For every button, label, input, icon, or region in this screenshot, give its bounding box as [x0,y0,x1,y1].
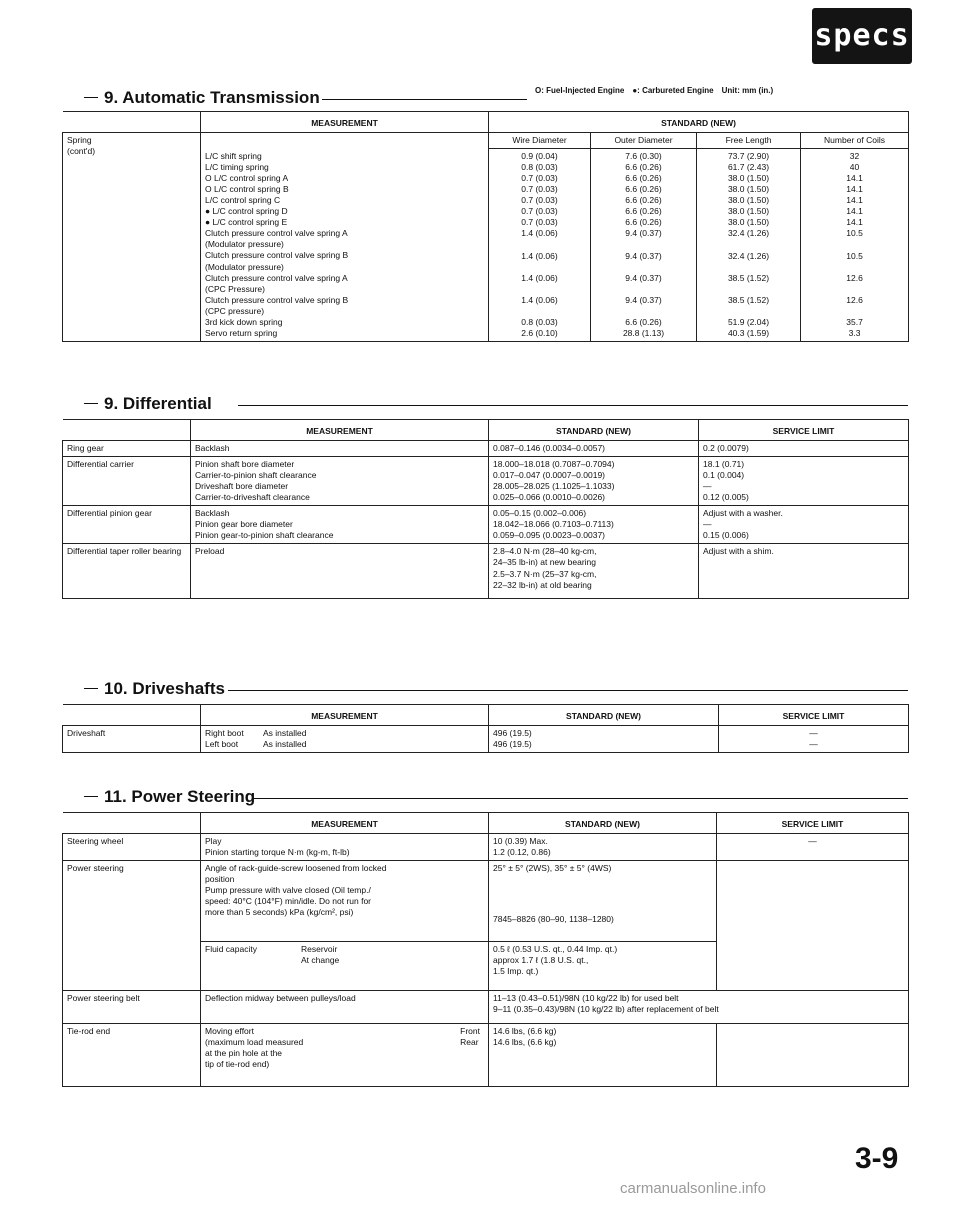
free-length-value: 38.0 (1.50) [727,184,770,195]
outer-diameter-value: 6.6 (0.26) [625,173,662,184]
coil-count-value: 3.3 [848,327,861,338]
measurement-items-line: Pinion gear-to-pinion shaft clearance [195,530,334,541]
service-limit-values-line: 0.2 (0.0079) [703,443,749,454]
measurement-items [191,506,489,544]
service-limit-values-line: Adjust with a washer. [703,508,783,519]
service-limit-values-line: 18.1 (0.71) [703,459,745,470]
spring-item: (Modulator pressure) [205,239,284,250]
pump-standard: 7845–8826 (80–90, 1138–1280) [493,914,614,925]
wire-diameter-value: 1.4 (0.06) [521,228,558,239]
outer-diameter-value: 6.6 (0.26) [625,184,662,195]
service-limit-values-line: — [703,481,712,492]
table-row [63,544,909,599]
wire-diameter-value: 0.7 (0.03) [521,184,558,195]
angle-text-line: position [205,874,235,885]
free-length-value: 38.5 (1.52) [727,272,770,283]
belt-item: Deflection midway between pulleys/load [201,991,489,1024]
fluid-capacity [201,942,489,991]
wire-diameter-value: 0.9 (0.04) [521,151,558,162]
section-title-text: 9. Automatic Transmission [104,88,320,107]
spring-item: Servo return spring [205,327,278,338]
section-rule [322,99,527,100]
limit-value: — [809,739,818,750]
spring-item: Clutch pressure control valve spring A [205,272,348,283]
item-pinion-torque: Pinion starting torque N·m (kg-m, ft-lb) [205,847,350,858]
steering-wheel-limit: — [717,834,909,861]
measurement-items-line: Pinion gear bore diameter [195,519,293,530]
power-steering-items [201,861,489,942]
angle-standard: 25° ± 5° (2WS), 35° ± 5° (4WS) [493,863,612,874]
spring-item: ● L/C control spring E [205,217,288,228]
wire-diameter-value: 0.7 (0.03) [521,195,558,206]
coil-count-value: 14.1 [846,217,863,228]
fluid-condition: At change [301,955,340,966]
standard-values [489,544,699,599]
standard-values-line: 18.000–18.018 (0.7087–0.7094) [493,459,615,470]
part-tie-rod: Tie-rod end [63,1024,201,1087]
sub-col-coils: Number of Coils [801,133,909,149]
pump-text-line: speed: 40°C (104°F) min/idle. Do not run for [205,896,372,907]
power-steering-table [62,812,909,1087]
outer-values [591,149,697,342]
part-steering-wheel: Steering wheel [63,834,201,861]
driveshaft-limit [719,726,909,753]
free-length-value: 38.0 (1.50) [727,206,770,217]
standard-value: 1.2 (0.12, 0.86) [493,847,551,858]
section-rule [252,798,908,799]
measurement-items-line: Backlash [195,443,230,454]
pump-text-line: Pump pressure with valve closed (Oil temp./ [205,885,371,896]
free-length-value: 32.4 (1.26) [727,250,770,261]
table-row [63,506,909,544]
free-length-value: 38.0 (1.50) [727,173,770,184]
belt-standard [489,991,909,1024]
wire-diameter-value: 0.8 (0.03) [521,316,558,327]
wire-diameter-value: 2.6 (0.10) [521,327,558,338]
col-measurement: MEASUREMENT [201,705,489,726]
wire-diameter-value: 0.7 (0.03) [521,217,558,228]
driveshafts-table [62,704,909,753]
coil-count-value: 32 [849,151,860,162]
spring-item: (Modulator pressure) [205,261,284,272]
service-limit-values-line: — [703,519,712,530]
coil-values [801,149,909,342]
coil-count-value: 14.1 [846,173,863,184]
wire-diameter-value [493,284,586,295]
legend-carbureted: ●: Carbureted Engine [632,86,714,95]
free-length-value: 38.0 (1.50) [727,195,770,206]
free-length-value: 51.9 (2.04) [727,316,770,327]
condition: As installed [263,739,307,750]
standard-value: 14.6 lbs, (6.6 kg) [493,1037,557,1048]
coil-count-value: 14.1 [846,206,863,217]
part-belt: Power steering belt [63,991,201,1024]
outer-diameter-value: 28.8 (1.13) [622,327,665,338]
steering-wheel-standard [489,834,717,861]
coil-count-value [805,306,904,317]
measurement-items-line: Driveshaft bore diameter [195,481,289,492]
outer-diameter-value: 9.4 (0.37) [625,294,662,305]
free-length-value: 61.7 (2.43) [727,162,770,173]
part-name: Differential pinion gear [63,506,191,544]
part-driveshaft: Driveshaft [63,726,201,753]
col-service-limit: SERVICE LIMIT [699,420,909,441]
wire-diameter-value: 0.7 (0.03) [521,173,558,184]
measurement-items-line: Pinion shaft bore diameter [195,459,295,470]
standard-value: 14.6 lbs, (6.6 kg) [493,1026,557,1037]
spring-item: (CPC Pressure) [205,283,265,294]
standard-values [489,441,699,457]
spring-item: 3rd kick down spring [205,316,283,327]
free-length-value [701,284,796,295]
col-standard: STANDARD (NEW) [489,705,719,726]
measurement-items-line: Carrier-to-pinion shaft clearance [195,470,317,481]
outer-diameter-value: 9.4 (0.37) [625,250,662,261]
part-power-steering: Power steering [63,861,201,991]
tie-rod-limit [717,1024,909,1087]
service-limit-values-line: 0.12 (0.005) [703,492,749,503]
outer-diameter-value: 6.6 (0.26) [625,162,662,173]
steering-wheel-items [201,834,489,861]
spring-item: L/C control spring C [205,195,281,206]
outer-diameter-value: 9.4 (0.37) [625,272,662,283]
position-front: Front [460,1026,480,1037]
service-limit-values-line: 0.15 (0.006) [703,530,749,541]
col-measurement: MEASUREMENT [201,813,489,834]
table-row [63,457,909,506]
outer-diameter-value: 6.6 (0.26) [625,316,662,327]
legend-fuel-injected: O: Fuel-Injected Engine [535,86,625,95]
coil-count-value [805,262,904,273]
wire-values [489,149,591,342]
tie-rod-items [201,1024,489,1087]
standard-values [489,506,699,544]
condition: As installed [263,728,307,739]
table-row [63,441,909,457]
outer-diameter-value [595,262,692,273]
spring-item: ● L/C control spring D [205,206,288,217]
col-standard: STANDARD (NEW) [489,420,699,441]
wire-diameter-value: 0.8 (0.03) [521,162,558,173]
position-rear: Rear [460,1037,479,1048]
coil-count-value: 14.1 [846,184,863,195]
free-length-value: 38.5 (1.52) [727,294,770,305]
wire-diameter-value: 1.4 (0.06) [521,272,558,283]
section-rule [228,690,908,691]
standard-value: 496 (19.5) [493,739,532,750]
free-length-value: 38.0 (1.50) [727,217,770,228]
spring-item: L/C shift spring [205,151,262,162]
spring-item: L/C timing spring [205,162,269,173]
power-steering-standard [489,861,717,942]
item-right-boot: Right boot [205,728,244,739]
coil-count-value: 35.7 [846,316,863,327]
standard-values-line: 2.5–3.7 N·m (25–37 kg-cm, [493,568,597,579]
page-number: 3-9 [855,1142,899,1175]
spring-item: O L/C control spring B [205,184,289,195]
measurement-items-line: Carrier-to-driveshaft clearance [195,492,310,503]
outer-diameter-value [595,284,692,295]
col-standard: STANDARD (NEW) [489,813,717,834]
free-length-value: 32.4 (1.26) [727,228,770,239]
section-rule [238,405,908,406]
standard-value: approx 1.7 ℓ (1.8 U.S. qt., [493,955,589,966]
col-measurement: MEASUREMENT [201,112,489,133]
free-length-value: 73.7 (2.90) [727,151,770,162]
col-measurement: MEASUREMENT [191,420,489,441]
spring-item: Clutch pressure control valve spring B [205,294,349,305]
standard-value: 496 (19.5) [493,728,532,739]
service-limit-values [699,544,909,599]
section-title-driveshafts [84,678,225,699]
section-title-power-steering [84,786,255,807]
part-name: Differential taper roller bearing [63,544,191,599]
standard-value: 10 (0.39) Max. [493,836,548,847]
wire-diameter-value: 1.4 (0.06) [521,250,558,261]
outer-diameter-value: 9.4 (0.37) [625,228,662,239]
coil-count-value [805,239,904,250]
standard-values-line: 0.059–0.095 (0.0023–0.0037) [493,530,606,541]
free-values [697,149,801,342]
coil-count-value: 12.6 [846,272,863,283]
sub-col-wire: Wire Diameter [489,133,591,149]
standard-value: 11–13 (0.43–0.51)/98N (10 kg/22 lb) for used belt [493,993,679,1004]
outer-diameter-value: 6.6 (0.26) [625,206,662,217]
measurement-items [191,544,489,599]
standard-values-line: 0.05–0.15 (0.002–0.006) [493,508,587,519]
service-limit-values-line: 0.1 (0.004) [703,470,745,481]
tie-rod-text: tip of tie-rod end) [205,1059,270,1070]
col-service-limit: SERVICE LIMIT [719,705,909,726]
outer-diameter-value: 7.6 (0.30) [625,151,662,162]
measurement-items-line: Preload [195,546,225,557]
standard-values-line: 0.025–0.066 (0.0010–0.0026) [493,492,606,503]
tie-rod-text: at the pin hole at the [205,1048,283,1059]
sub-col-free: Free Length [697,133,801,149]
standard-values [489,457,699,506]
service-limit-values [699,506,909,544]
outer-diameter-value: 6.6 (0.26) [625,195,662,206]
coil-count-value: 14.1 [846,195,863,206]
measurement-items [191,457,489,506]
section-title-automatic-transmission [84,87,320,108]
driveshaft-items [201,726,489,753]
outer-diameter-value [595,306,692,317]
coil-count-value [805,284,904,295]
group-spring: Spring (cont'd) [63,133,201,342]
coil-count-value: 10.5 [846,250,863,261]
standard-value: 0.5 ℓ (0.53 U.S. qt., 0.44 Imp. qt.) [493,944,618,955]
fluid-standard [489,942,717,991]
wire-diameter-value [493,306,586,317]
spring-item: O L/C control spring A [205,173,289,184]
standard-values-line: 0.087–0.146 (0.0034–0.0057) [493,443,606,454]
angle-text-line: Angle of rack-guide-screw loosened from locked [205,863,387,874]
fluid-label: Fluid capacity [205,944,257,955]
spring-list [201,133,489,342]
wire-diameter-value [493,239,586,250]
standard-value: 9–11 (0.35–0.43)/98N (10 kg/22 lb) after replacement of belt [493,1004,719,1015]
part-name: Ring gear [63,441,191,457]
measurement-items-line: Backlash [195,508,230,519]
specs-badge: specs [812,8,912,64]
coil-count-value: 40 [849,162,860,173]
free-length-value [701,262,796,273]
spring-item: Clutch pressure control valve spring B [205,250,349,261]
service-limit-values-line: Adjust with a shim. [703,546,774,557]
spring-item: (CPC pressure) [205,305,265,316]
col-service-limit: SERVICE LIMIT [717,813,909,834]
item-left-boot: Left boot [205,739,239,750]
pump-text-line: more than 5 seconds) kPa (kg/cm², psi) [205,907,354,918]
free-length-value: 40.3 (1.59) [727,327,770,338]
measurement-items [191,441,489,457]
service-limit-values [699,441,909,457]
automatic-transmission-table [62,111,909,342]
wire-diameter-value [493,262,586,273]
differential-table [62,419,909,599]
standard-values-line: 0.017–0.047 (0.0007–0.0019) [493,470,606,481]
standard-values-line: 28.005–28.025 (1.1025–1.1033) [493,481,615,492]
section-title-text: 11. Power Steering [104,787,256,806]
coil-count-value: 12.6 [846,294,863,305]
limit-value: — [809,728,818,739]
standard-values-line: 18.042–18.066 (0.7103–0.7113) [493,519,614,530]
part-name: Differential carrier [63,457,191,506]
fluid-condition: Reservoir [301,944,338,955]
standard-values-line: 2.8–4.0 N·m (28–40 kg-cm, [493,546,597,557]
standard-value: 1.5 Imp. qt.) [493,966,539,977]
item-play: Play [205,836,222,847]
standard-values-line: 22–32 lb-in) at old bearing [493,579,592,590]
power-steering-limit [717,861,909,991]
standard-values-line: 24–35 lb-in) at new bearing [493,557,597,568]
section-title-text: 10. Driveshafts [104,679,225,698]
free-length-value [701,306,796,317]
legend-unit: Unit: mm (in.) [721,86,774,95]
wire-diameter-value: 0.7 (0.03) [521,206,558,217]
tie-rod-text: Moving effort [205,1026,254,1037]
wire-diameter-value: 1.4 (0.06) [521,294,558,305]
tie-rod-standard [489,1024,717,1087]
section-title-text: 9. Differential [104,394,212,413]
coil-count-value: 10.5 [846,228,863,239]
watermark: carmanualsonline.info [620,1180,766,1197]
driveshaft-standard [489,726,719,753]
outer-diameter-value: 6.6 (0.26) [625,217,662,228]
unit-legend [535,86,773,96]
free-length-value [701,239,796,250]
tie-rod-text: (maximum load measured [205,1037,304,1048]
spring-item: Clutch pressure control valve spring A [205,228,348,239]
section-title-differential [84,393,212,414]
sub-col-outer: Outer Diameter [591,133,697,149]
col-standard: STANDARD (NEW) [489,112,909,133]
service-limit-values [699,457,909,506]
outer-diameter-value [595,239,692,250]
